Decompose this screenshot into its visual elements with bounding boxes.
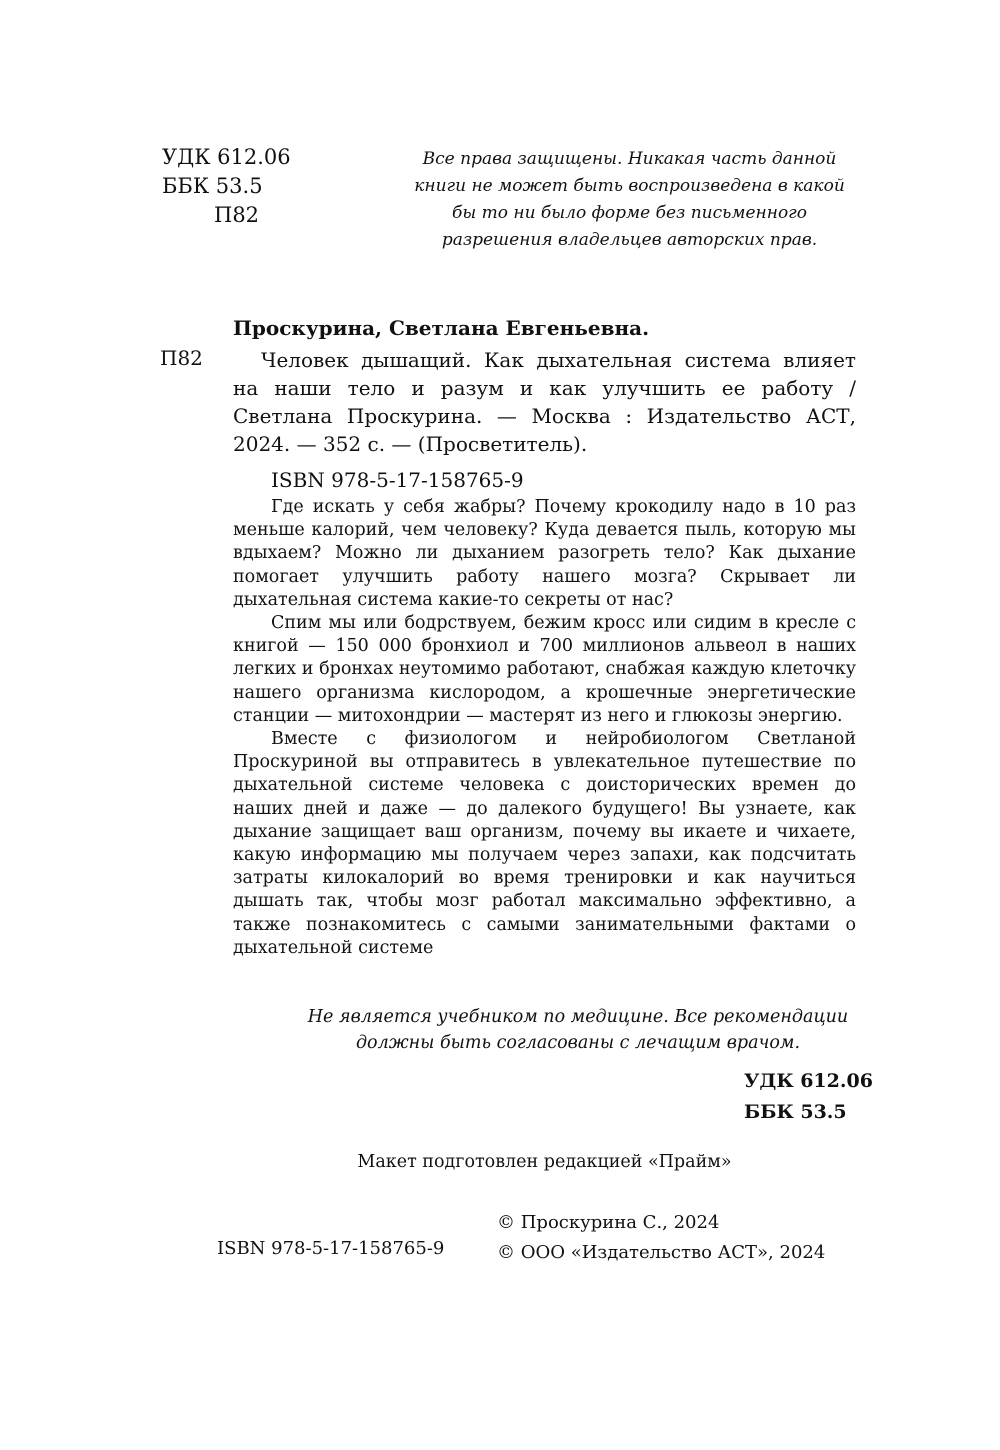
udk-code: УДК 612.06: [162, 145, 291, 169]
rights-line: разрешения владельцев авторских прав.: [441, 230, 818, 250]
rights-line: книги не может быть воспроизведена в какой: [414, 176, 845, 196]
record-isbn: ISBN 978-5-17-158765-9: [271, 468, 524, 492]
footer-codes: [744, 1066, 873, 1128]
author-mark: П82: [214, 203, 260, 227]
footer-udk: УДК 612.06: [744, 1070, 873, 1092]
author-heading: Проскурина, Светлана Евгеньевна.: [233, 316, 650, 340]
rights-notice: [412, 146, 847, 254]
record-author-mark: П82: [160, 346, 203, 370]
annotation-paragraph: Спим мы или бодрствуем, бежим кросс или сидим в кресле с книгой — 150 000 бронхиол и 700 миллионов альвеол в наших легких и бронхах неутомимо работают, снабжая каждую клеточку нашего организма кислородом, а крошечные энергетические станции — митохондрии — мастерят из него и глюкозы энергию.: [233, 613, 856, 726]
disclaimer-line: должны быть согласованы с лечащим врачом.: [355, 1033, 801, 1053]
copyright-author: © Проскурина С., 2024: [497, 1212, 720, 1233]
disclaimer-line: Не является учебником по медицине. Все рекомендации: [307, 1007, 849, 1027]
annotation: [233, 496, 856, 960]
bibliographic-description: Человек дышащий. Как дыхательная система влияет на наши тело и разум и как улучшить ее работу / Светлана Проскурина. — Москва : Издательство АСТ, 2024. — 352 с. — (Просветитель).: [233, 348, 856, 456]
copyright-publisher: © ООО «Издательство АСТ», 2024: [497, 1242, 826, 1263]
footer-bbk: ББК 53.5: [744, 1101, 847, 1123]
classification-codes: [162, 143, 291, 230]
annotation-paragraph: Вместе с физиологом и нейробиологом Светланой Проскуриной вы отправитесь в увлекательное путешествие по дыхательной системе человека с доисторических времен до наших дней и даже — до далекого будущего! Вы узнаете, как дыхание защищает ваш организм, почему вы икаете и чихаете, какую информацию мы получаем через запахи, как подсчитать затраты килокалорий во время тренировки и как научиться дышать так, чтобы мозг работал максимально эффективно, а также познакомитесь с самыми занимательными фактами о дыхательной системе: [233, 729, 856, 958]
footer-isbn: ISBN 978-5-17-158765-9: [217, 1238, 445, 1259]
annotation-paragraph: Где искать у себя жабры? Почему крокодилу надо в 10 раз меньше калорий, чем человеку? Куда девается пыль, которую мы вдыхаем? Можно ли дыханием разогреть тело? Как дыхание помогает улучшить работу нашего мозга? Скрывает ли дыхательная система какие-то секреты от нас?: [233, 497, 856, 610]
medical-disclaimer: [233, 1004, 923, 1056]
rights-line: Все права защищены. Никакая часть данной: [422, 149, 837, 169]
layout-credit: Макет подготовлен редакцией «Прайм»: [357, 1152, 732, 1172]
rights-line: бы то ни было форме без письменного: [452, 203, 807, 223]
bbk-code: ББК 53.5: [162, 174, 263, 198]
copyright-block: [497, 1208, 825, 1268]
